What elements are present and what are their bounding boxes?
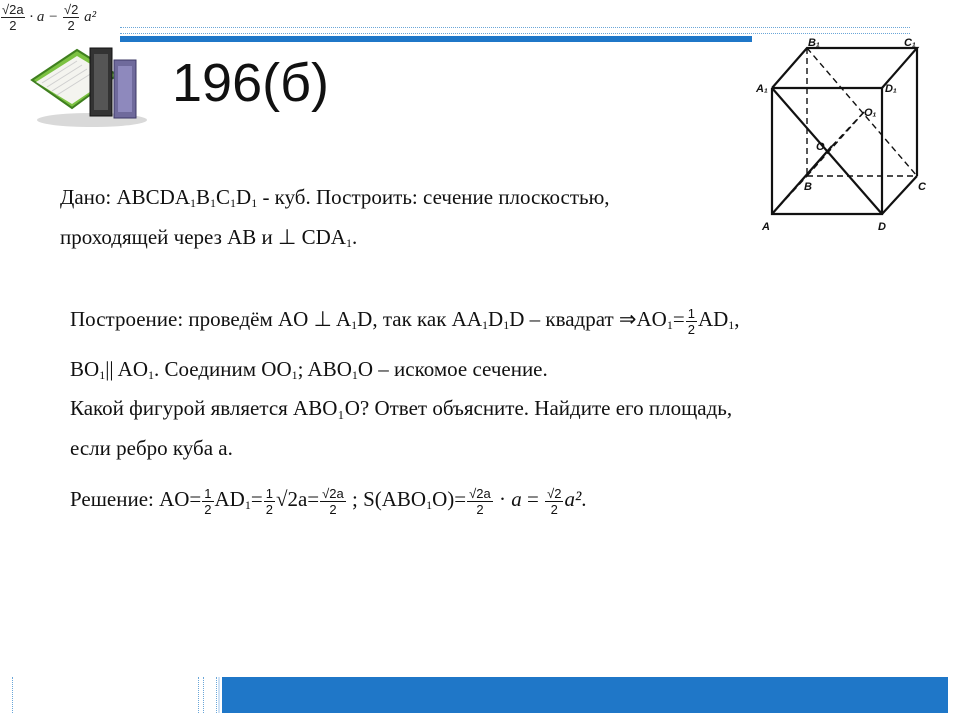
given-text	[60, 180, 760, 260]
stray-frac-1: $\frac{√2a}{2}$	[2, 2, 24, 33]
top-dotted-band	[120, 27, 910, 34]
solution-line-1: Построение: проведём AO ⊥ $A_1D$, так как $AA_1D_1D$ – квадрат $\Rightarrow AO_1=$ $\frac{1}{2}$ $AD_1$,	[70, 305, 740, 337]
label-A1: A₁	[756, 83, 768, 95]
bottom-bar-edge	[218, 677, 220, 713]
fraction-half: $\frac{1}{2}$	[687, 305, 695, 337]
books-icon	[22, 20, 152, 130]
solution-line-5: Решение: AO= $\frac{1}{2}$ $AD_1=$ $\frac{1}{2}$ √2a= $\frac{√2a}{2}$ ; $S(ABO_1O)=$ $\frac{√2a}{2}$ · a = $\frac{√2}{2}$ a².	[70, 485, 587, 517]
solution-line-4: если ребро куба a.	[70, 436, 233, 460]
fraction-sqrt2-over-2: $\frac{√2}{2}$	[547, 485, 562, 517]
solution-line-3: Какой фигурой является ABO₁O? Ответ объясните. Найдите его площадь,	[70, 396, 733, 420]
label-B: B	[804, 181, 812, 193]
bottom-accent-bar	[222, 677, 948, 713]
solution-line-2: $BO_1||$ $AO_1$. Соединим $OO_1$; $ABO_1O$ – искомое сечение.	[70, 357, 548, 382]
solution-block	[70, 300, 892, 526]
label-D1: D₁	[885, 83, 897, 95]
label-C1: C₁	[904, 37, 916, 49]
bottom-dotted-box	[12, 677, 199, 713]
label-O: O	[816, 141, 825, 153]
stray-frac-2: $\frac{√2}{2}$	[63, 2, 79, 33]
fraction-sqrt2a-over-2: $\frac{√2a}{2}$	[469, 485, 491, 517]
fraction-half: $\frac{1}{2}$	[204, 485, 212, 517]
label-A: A	[762, 221, 770, 233]
page-title: 196(б)	[172, 53, 329, 113]
label-C: C	[918, 181, 926, 193]
fraction-sqrt2a-over-2: $\frac{√2a}{2}$	[322, 485, 344, 517]
label-O1: O₁	[864, 107, 877, 119]
label-B1: B₁	[808, 37, 820, 49]
given-line-1: Дано: $ABCDA_1B_1C_1D_1$ - куб. Построить: сечение плоскостью,	[60, 185, 610, 210]
given-line-2: проходящей через AB и ⊥ $CDA_1$.	[60, 225, 358, 250]
label-D: D	[878, 221, 886, 233]
fraction-half: $\frac{1}{2}$	[265, 485, 273, 517]
stray-formula: $\frac{√2a}{2}$ · a − $\frac{√2}{2}$ a²	[2, 2, 97, 33]
cube-figure	[752, 36, 924, 232]
bottom-dotted-separator	[203, 677, 217, 713]
